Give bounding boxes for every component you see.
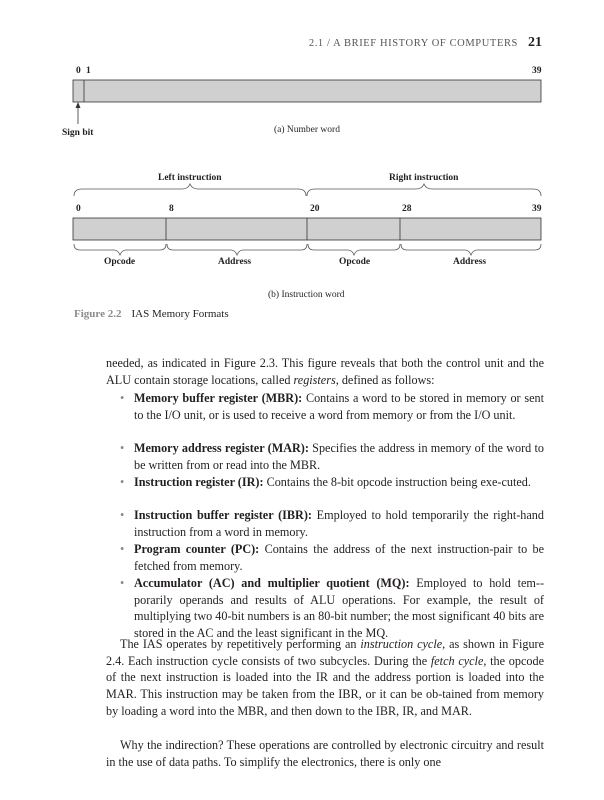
bullet-term: Memory address register (MAR): [134,441,309,455]
bullet-text: Employed to hold temporarily the right-hand instruction from a word in memory. [134,508,544,539]
bullet-text: Employed to hold tem-porarily operands and results of ALU operations. For example, the result of multiplying two 40-bit numbers is an 80-bit number; the most significant 40 bits are stored in the AC and the least significant in the MQ. [134,576,544,641]
field-label-address: Address [453,257,487,267]
bullet-text: Specifies the address in memory of the word to be written from or read into the MBR. [134,441,544,472]
sign-bit-label: Sign bit [62,128,94,138]
number-word-diagram [0,0,604,300]
bit-label-0: 0 [76,204,81,214]
right-instruction-brace [307,184,541,196]
bullet-mar [134,440,544,473]
bit-label-0: 0 [76,66,81,76]
bit-label-20: 20 [310,204,320,214]
bullet-text: Contains the 8-bit opcode instruction being exe-cuted. [263,475,531,489]
para-text: The IAS operates by repetitively performing an [120,637,361,651]
bullet-ac-mq [134,575,544,642]
bit-label-8: 8 [169,204,174,214]
bullet-term: Accumulator (AC) and multiplier quotient (MQ): [134,576,410,590]
bullet-text: Contains the address of the next instruction-pair to be fetched from memory. [134,542,544,573]
figure-number: Figure 2.2 [74,308,122,320]
bullet-term: Instruction buffer register (IBR): [134,508,312,522]
opcode-brace-right [308,244,400,255]
intro-emphasis: registers, [293,372,339,387]
para-emphasis: instruction cycle, [360,637,446,651]
opcode-brace-left [74,244,166,255]
address-brace-right [401,244,541,255]
bullet-term: Memory buffer register (MBR): [134,391,303,405]
field-label-opcode: Opcode [339,257,371,267]
bullet-pc [134,541,544,574]
para-text: the opcode of the next instruction is loaded into the IR and the address portion is loaded into the MAR. This instruction may be taken from the IBR, or it can be ob-tained from memory by loading a word into the MBR, and then down to the IBR, IR, and MAR. [106,653,544,718]
bullet-term: Instruction register (IR): [134,475,264,489]
bit-label-39: 39 [532,66,542,76]
para-text: as shown in Figure 2.4. Each instruction cycle consists of two subcycles. During the [106,637,545,668]
bit-label-39: 39 [532,204,542,214]
bullet-ibr [134,507,544,540]
address-brace-left [167,244,307,255]
bullet-mbr [134,390,544,423]
instruction-word-caption: (b) Instruction word [268,290,345,300]
bit-label-28: 28 [402,204,412,214]
bullet-term: Program counter (PC): [134,542,260,556]
intro-paragraph [106,355,544,388]
left-instruction-brace [74,184,306,196]
bit-label-1: 1 [86,66,91,76]
intro-text-end: defined as follows: [338,372,435,387]
field-label-address: Address [218,257,252,267]
bullet-text: Contains a word to be stored in memory or sent to the I/O unit, or is used to receive a word from memory or from the I/O unit. [134,391,544,422]
intro-text: needed, as indicated in Figure 2.3. This figure reveals that both the control unit and the ALU contain storage locations, called [106,356,544,387]
bullet-ir [134,474,544,491]
field-label-opcode: Opcode [104,257,136,267]
sign-bit-arrowhead [76,102,81,108]
left-instruction-label: Left instruction [158,173,222,183]
figure-title: IAS Memory Formats [131,308,229,320]
running-header-title: 2.1 / A BRIEF HISTORY OF COMPUTERS [308,38,518,49]
figure-caption [74,308,229,320]
paragraph-instruction-cycle [106,636,544,720]
para-emphasis: fetch cycle, [430,653,487,668]
number-word-caption: (a) Number word [274,125,340,135]
number-word-box [73,80,541,102]
paragraph-indirection: Why the indirection? These operations are controlled by electronic circuitry and result in the use of data paths. To simplify the electronics, there is only one [106,738,544,769]
right-instruction-label: Right instruction [389,173,459,183]
page-number: 21 [528,35,542,50]
